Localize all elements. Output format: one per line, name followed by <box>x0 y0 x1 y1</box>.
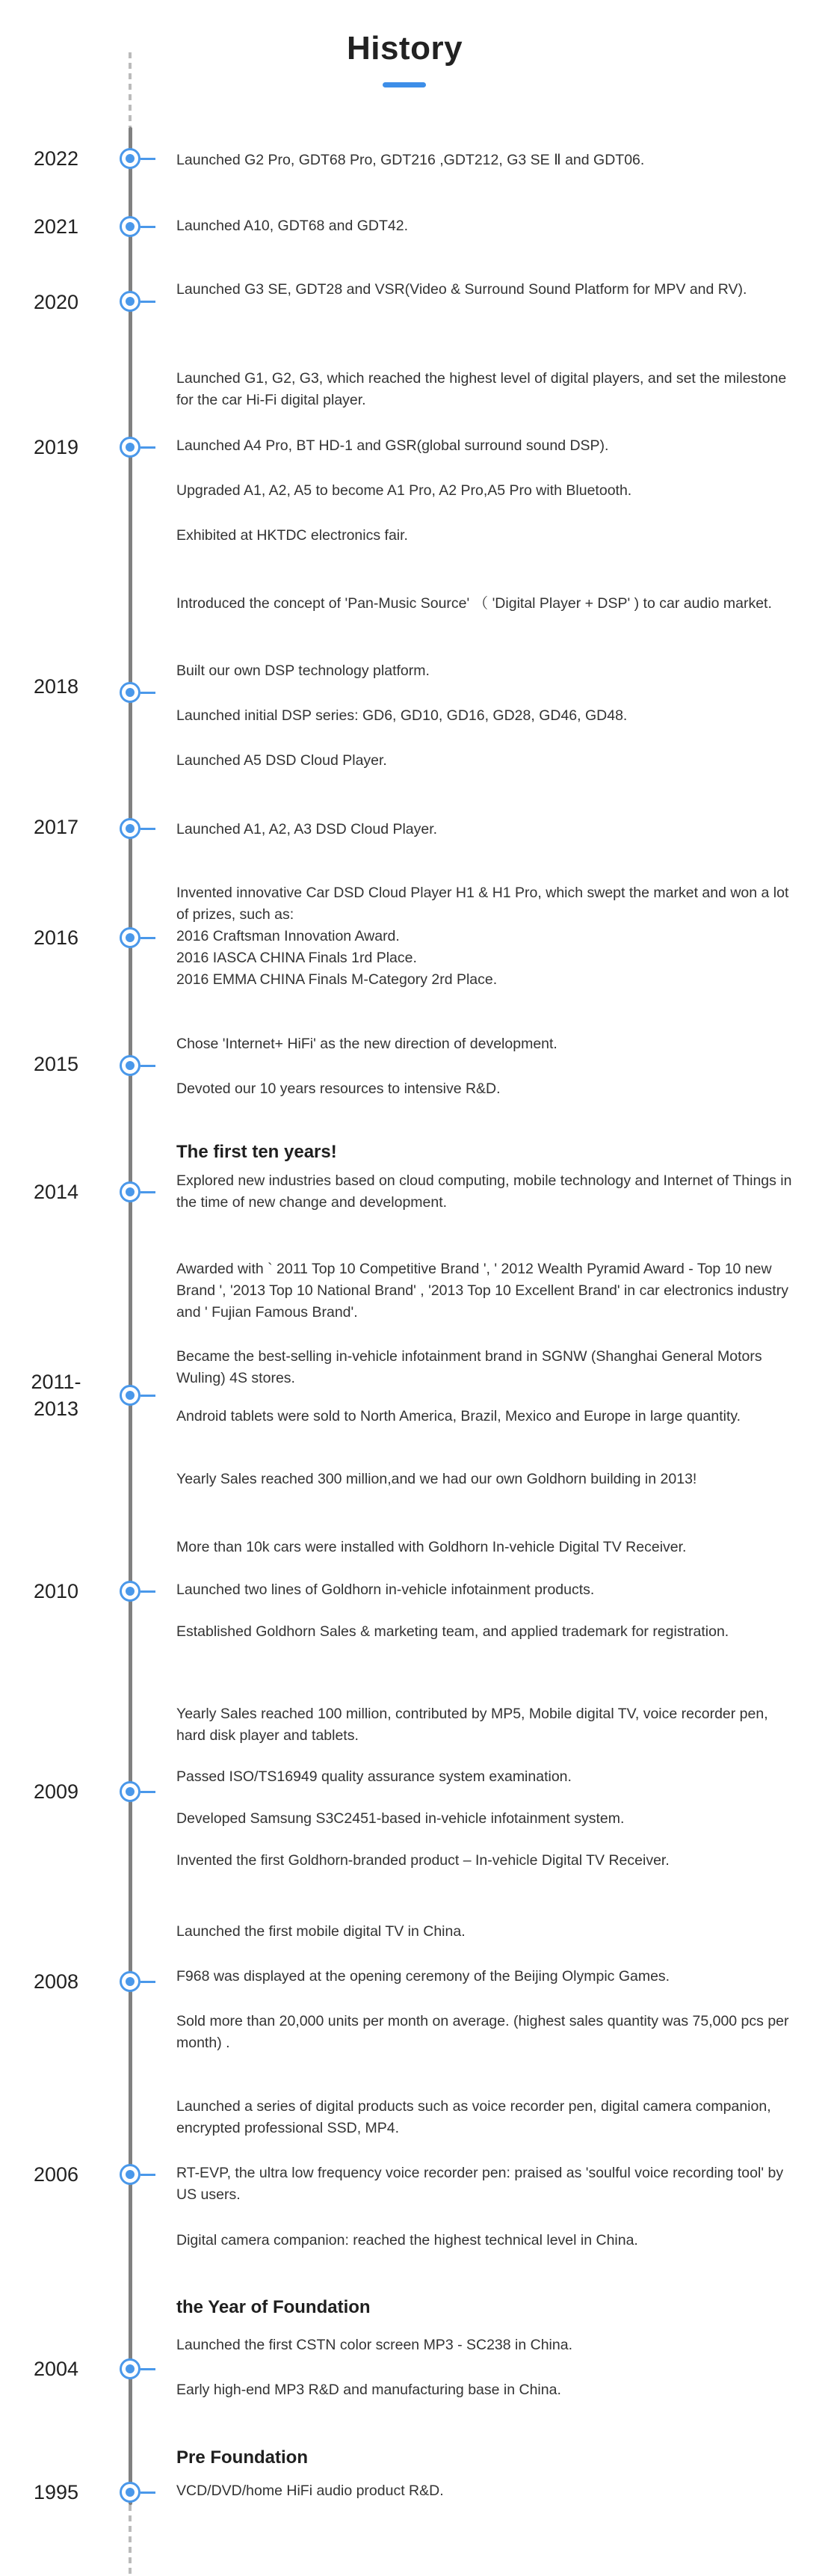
year-label-2018: 2018 <box>33 675 79 698</box>
timeline-node-2006 <box>120 2164 140 2185</box>
timeline-connector <box>140 2492 155 2494</box>
event-text: Launched A1, A2, A3 DSD Cloud Player. <box>176 821 438 837</box>
year-label-2008: 2008 <box>33 1970 79 1993</box>
event-text: Launched A4 Pro, BT HD-1 and GSR(global surround sound DSP). <box>176 437 609 454</box>
timeline-connector <box>140 2174 155 2176</box>
timeline-connector <box>140 2368 155 2370</box>
timeline-node-2021 <box>120 216 140 237</box>
event-text: Launched initial DSP series: GD6, GD10, GD16, GD28, GD46, GD48. <box>176 707 628 724</box>
event-text: Introduced the concept of 'Pan-Music Source' （ 'Digital Player + DSP' ) to car audio market. <box>176 595 772 612</box>
award-line: 2016 IASCA CHINA Finals 1rd Place. <box>176 950 417 966</box>
timeline-connector <box>140 158 155 160</box>
timeline-node-2018 <box>120 682 140 703</box>
award-line: 2016 EMMA CHINA Finals M-Category 2rd Place. <box>176 971 498 988</box>
event-text: F968 was displayed at the opening ceremony of the Beijing Olympic Games. <box>176 1968 670 1985</box>
event-text: Digital camera companion: reached the highest technical level in China. <box>176 2232 638 2248</box>
event-text: Early high-end MP3 R&D and manufacturing base in China. <box>176 2382 561 2398</box>
timeline-node-2017 <box>120 818 140 839</box>
page-title: History <box>346 30 463 67</box>
event-text: VCD/DVD/home HiFi audio product R&D. <box>176 2483 444 2499</box>
event-text: Yearly Sales reached 100 million, contributed by MP5, Mobile digital TV, voice recorder pen, hard disk player and tablets. <box>176 1706 768 1744</box>
timeline-node-2020 <box>120 291 140 312</box>
event-text: Awarded with ` 2011 Top 10 Competitive Brand ', ' 2012 Wealth Pyramid Award - Top 10 new Brand ', '2013 Top 10 National Brand' , '2013 Top 10 Excellent Brand' in car electronics industry and ' Fujian Famous Brand'. <box>176 1261 788 1321</box>
year-label-2020: 2020 <box>33 291 79 313</box>
event-text: Became the best-selling in-vehicle infotainment brand in SGNW (Shanghai General Motors Wuling) 4S stores. <box>176 1348 762 1386</box>
event-text: Chose 'Internet+ HiFi' as the new direction of development. <box>176 1036 557 1052</box>
event-text: Explored new industries based on cloud computing, mobile technology and Internet of Things in the time of new change and development. <box>176 1172 792 1211</box>
year-label-2004: 2004 <box>33 2358 79 2380</box>
timeline-connector <box>140 226 155 228</box>
timeline-node-2011-2013 <box>120 1385 140 1406</box>
timeline-connector <box>140 828 155 830</box>
timeline-node-2019 <box>120 437 140 458</box>
year-label-2022: 2022 <box>33 147 79 170</box>
timeline-node-2008 <box>120 1971 140 1992</box>
year-label-2014: 2014 <box>33 1181 79 1203</box>
timeline-node-2014 <box>120 1181 140 1202</box>
timeline-connector <box>140 1395 155 1397</box>
event-line: Invented innovative Car DSD Cloud Player H1 & H1 Pro, which swept the market and won a lot of prizes, such as: <box>176 885 789 923</box>
timeline-node-2016 <box>120 927 140 948</box>
event-text: Launched G3 SE, GDT28 and VSR(Video & Surround Sound Platform for MPV and RV). <box>176 281 747 298</box>
title-underline <box>383 82 426 87</box>
year-label-2009: 2009 <box>33 1780 79 1803</box>
year-label-2011-2013: 2011- 2013 <box>31 1371 81 1420</box>
section-heading: the Year of Foundation <box>176 2297 371 2317</box>
event-text: Launched the first mobile digital TV in China. <box>176 1923 466 1940</box>
year-label-2017: 2017 <box>33 816 79 838</box>
timeline-node-1995 <box>120 2482 140 2503</box>
timeline-connector <box>140 1981 155 1983</box>
event-text: Upgraded A1, A2, A5 to become A1 Pro, A2 Pro,A5 Pro with Bluetooth. <box>176 482 632 499</box>
timeline-connector <box>140 937 155 939</box>
event-text: Launched the first CSTN color screen MP3 - SC238 in China. <box>176 2337 572 2353</box>
timeline-node-2004 <box>120 2358 140 2379</box>
timeline-dash-top <box>129 52 132 127</box>
event-text: Launched A10, GDT68 and GDT42. <box>176 218 409 234</box>
timeline-node-2010 <box>120 1581 140 1602</box>
timeline-connector <box>140 1191 155 1193</box>
event-text: Launched two lines of Goldhorn in-vehicle infotainment products. <box>176 1581 595 1598</box>
timeline-connector <box>140 1791 155 1793</box>
timeline-connector <box>140 301 155 303</box>
event-text: Built our own DSP technology platform. <box>176 663 430 679</box>
year-label-1995: 1995 <box>33 2481 79 2503</box>
event-text: RT-EVP, the ultra low frequency voice recorder pen: praised as 'soulful voice recording tool' by US users. <box>176 2165 784 2203</box>
award-line: 2016 Craftsman Innovation Award. <box>176 928 400 944</box>
event-text: Launched G1, G2, G3, which reached the highest level of digital players, and set the milestone for the car Hi-Fi digital player. <box>176 370 787 408</box>
timeline-connector <box>140 1590 155 1593</box>
event-text: Devoted our 10 years resources to intensive R&D. <box>176 1080 501 1097</box>
timeline-node-2009 <box>120 1781 140 1802</box>
year-label-2019: 2019 <box>33 436 79 458</box>
event-text: Launched a series of digital products such as voice recorder pen, digital camera companion, encrypted professional SSD, MP4. <box>176 2098 771 2136</box>
event-text: Invented the first Goldhorn-branded product – In-vehicle Digital TV Receiver. <box>176 1852 670 1869</box>
section-heading: Pre Foundation <box>176 2447 308 2468</box>
section-heading: The first ten years! <box>176 1142 337 1162</box>
event-text: Launched G2 Pro, GDT68 Pro, GDT216 ,GDT212, G3 SE Ⅱ and GDT06. <box>176 152 645 168</box>
timeline-connector <box>140 446 155 449</box>
year-label-2016: 2016 <box>33 926 79 949</box>
event-text: Launched A5 DSD Cloud Player. <box>176 752 387 769</box>
event-text: More than 10k cars were installed with Goldhorn In-vehicle Digital TV Receiver. <box>176 1539 687 1555</box>
year-label-2006: 2006 <box>33 2163 79 2186</box>
event-text: Yearly Sales reached 300 million,and we had our own Goldhorn building in 2013! <box>176 1471 697 1487</box>
year-label-2015: 2015 <box>33 1053 79 1075</box>
timeline-connector <box>140 692 155 694</box>
timeline-node-2022 <box>120 148 140 169</box>
event-text: Passed ISO/TS16949 quality assurance system examination. <box>176 1768 572 1785</box>
timeline-line <box>129 127 132 2505</box>
event-text: Sold more than 20,000 units per month on average. (highest sales quantity was 75,000 pcs per month) . <box>176 2013 789 2051</box>
event-text: Exhibited at HKTDC electronics fair. <box>176 527 408 544</box>
year-label-2010: 2010 <box>33 1580 79 1602</box>
timeline-dash-bottom <box>129 2505 132 2576</box>
timeline-connector <box>140 1065 155 1067</box>
year-label-2021: 2021 <box>33 215 79 238</box>
event-text: Developed Samsung S3C2451-based in-vehicle infotainment system. <box>176 1810 625 1827</box>
event-text-2016 <box>176 882 797 991</box>
timeline-node-2015 <box>120 1055 140 1076</box>
event-text: Established Goldhorn Sales & marketing team, and applied trademark for registration. <box>176 1623 729 1640</box>
event-text: Android tablets were sold to North America, Brazil, Mexico and Europe in large quantity. <box>176 1408 741 1424</box>
